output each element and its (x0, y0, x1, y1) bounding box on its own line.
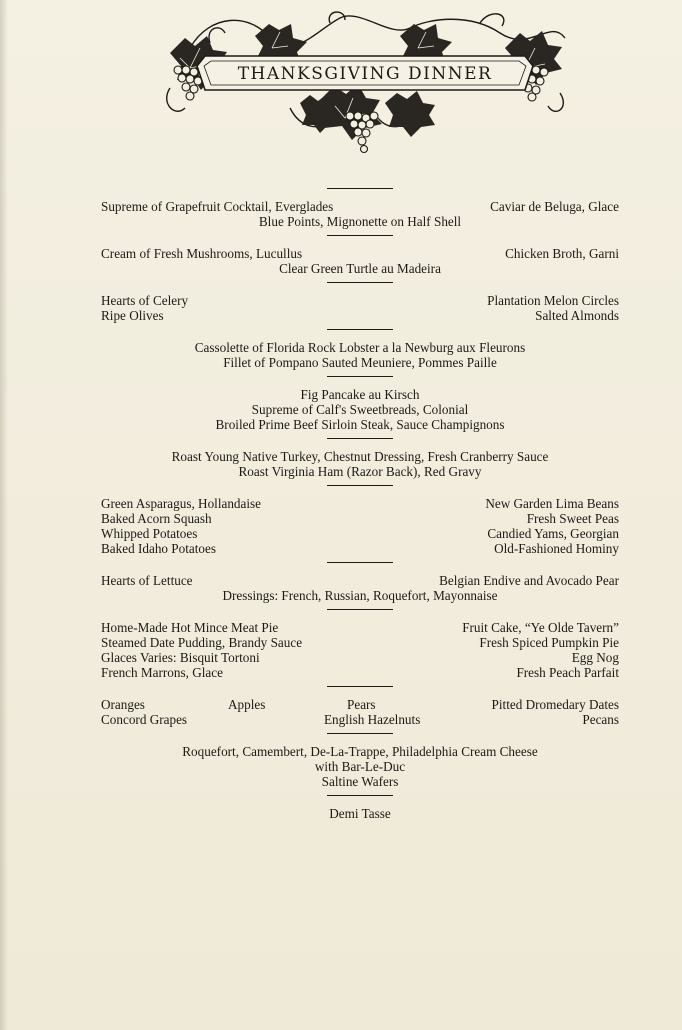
menu-item: Fresh Sweet Peas (526, 511, 619, 526)
menu-item: Pears (347, 697, 376, 712)
relish-section (101, 283, 619, 329)
grapevine-header (150, 8, 580, 168)
menu-item: Cassolette of Florida Rock Lobster a la Newburg aux Fleurons (194, 340, 526, 355)
menu-item: Saltine Wafers (321, 774, 399, 789)
vegetable-section (101, 486, 619, 562)
fish-section (101, 330, 619, 376)
menu-item: Fruit Cake, “Ye Olde Tavern” (462, 620, 619, 635)
menu-item: Baked Acorn Squash (101, 511, 212, 526)
grapevine-illustration (150, 8, 580, 168)
menu-item: Plantation Melon Circles (487, 293, 619, 308)
menu-item: Candied Yams, Georgian (487, 526, 619, 541)
cheese-section (101, 734, 619, 795)
menu-item: Ripe Olives (101, 308, 164, 323)
menu-item: Roast Virginia Ham (Razor Back), Red Gravy (238, 464, 482, 479)
page-edge-shadow (0, 0, 8, 1030)
coffee-section (101, 796, 619, 827)
menu-item: English Hazelnuts (324, 712, 421, 727)
fruit-nut-section (101, 687, 619, 733)
menu-item: Old-Fashioned Hominy (494, 541, 619, 556)
menu-item: Green Asparagus, Hollandaise (101, 496, 262, 511)
menu-item: Fresh Spiced Pumpkin Pie (479, 635, 619, 650)
menu-item: Supreme of Grapefruit Cocktail, Everglades (101, 199, 334, 214)
menu-item: Egg Nog (571, 650, 619, 665)
menu-item: French Marrons, Glace (101, 665, 223, 680)
menu-item: Clear Green Turtle au Madeira (279, 261, 441, 276)
dessert-section (101, 610, 619, 686)
menu-item: Baked Idaho Potatoes (101, 541, 216, 556)
menu-item: Fillet of Pompano Sauted Meuniere, Pommes Paille (223, 355, 497, 370)
menu-item: Concord Grapes (101, 712, 188, 727)
menu-item: Oranges (101, 697, 145, 712)
menu-item: Blue Points, Mignonette on Half Shell (258, 214, 462, 229)
menu-item: New Garden Lima Beans (485, 496, 619, 511)
menu-item: Chicken Broth, Garni (505, 246, 619, 261)
menu-item: Roast Young Native Turkey, Chestnut Dressing, Fresh Cranberry Sauce (171, 449, 549, 464)
menu-item: Fig Pancake au Kirsch (300, 387, 420, 402)
menu-item: Home-Made Hot Mince Meat Pie (101, 620, 279, 635)
menu-item: Hearts of Lettuce (101, 573, 193, 588)
menu-item: Dressings: French, Russian, Roquefort, Mayonnaise (222, 588, 498, 603)
roast-section (101, 439, 619, 485)
menu-item: Demi Tasse (329, 806, 391, 821)
menu-item: Belgian Endive and Avocado Pear (439, 573, 619, 588)
menu-item: Roquefort, Camembert, De-La-Trappe, Philadelphia Cream Cheese (182, 744, 538, 759)
menu-title: THANKSGIVING DINNER (237, 64, 493, 84)
menu-item: Glaces Varies: Bisquit Tortoni (101, 650, 260, 665)
menu-item: Whipped Potatoes (101, 526, 198, 541)
menu-item: Salted Almonds (535, 308, 619, 323)
menu-item: Steamed Date Pudding, Brandy Sauce (101, 635, 303, 650)
soup-section (101, 236, 619, 282)
menu-item: Hearts of Celery (101, 293, 189, 308)
menu-item: Pecans (582, 712, 619, 727)
salad-section (101, 563, 619, 609)
entree-section (101, 377, 619, 438)
menu-content (101, 188, 619, 827)
menu-item: Caviar de Beluga, Glace (490, 199, 619, 214)
menu-item: with Bar-Le-Duc (314, 759, 406, 774)
menu-item: Apples (228, 697, 266, 712)
menu-item: Broiled Prime Beef Sirloin Steak, Sauce Champignons (215, 417, 505, 432)
menu-item: Fresh Peach Parfait (516, 665, 619, 680)
menu-item: Pitted Dromedary Dates (491, 697, 619, 712)
appetizer-section (101, 189, 619, 235)
menu-item: Supreme of Calf's Sweetbreads, Colonial (251, 402, 469, 417)
menu-item: Cream of Fresh Mushrooms, Lucullus (101, 246, 303, 261)
